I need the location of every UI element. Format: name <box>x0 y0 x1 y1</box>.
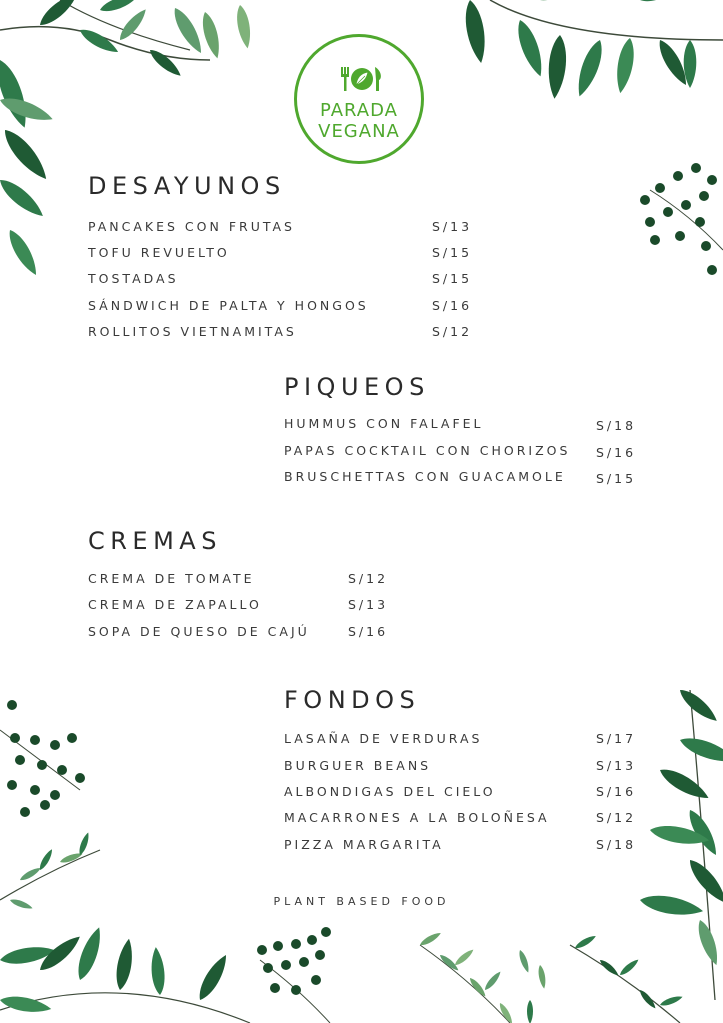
menu-item-price: S/18 <box>596 837 637 852</box>
menu-item-price: S/12 <box>596 810 637 825</box>
menu-item-name: PIZZA MARGARITA <box>284 837 444 852</box>
menu-item-price: S/13 <box>596 758 637 773</box>
menu-item-price: S/15 <box>432 245 473 260</box>
section-title: FONDOS <box>284 686 421 714</box>
menu-item-name: BURGUER BEANS <box>284 758 432 773</box>
menu-item-price: S/17 <box>596 731 637 746</box>
menu-item-price: S/16 <box>596 784 637 799</box>
menu-item-price: S/15 <box>432 271 473 286</box>
berry-branch-left <box>0 700 85 817</box>
berry-branch-bottom <box>257 927 331 1023</box>
menu-item-price: S/16 <box>596 445 637 460</box>
menu-item-name: SOPA DE QUESO DE CAJÚ <box>88 624 310 639</box>
brand-name-line1: PARADA <box>320 100 398 121</box>
menu-item-name: CREMA DE TOMATE <box>88 571 255 586</box>
foliage-bottom-left <box>0 831 250 1023</box>
brand-name-line2: VEGANA <box>318 121 400 142</box>
foliage-bottom-right <box>570 933 684 1023</box>
menu-item-price: S/12 <box>348 571 389 586</box>
menu-item-name: PANCAKES CON FRUTAS <box>88 219 295 234</box>
menu-item-name: PAPAS COCKTAIL CON CHORIZOS <box>284 443 571 458</box>
menu-item-name: MACARRONES A LA BOLOÑESA <box>284 810 550 825</box>
menu-item-name: ALBONDIGAS DEL CIELO <box>284 784 496 799</box>
foliage-top-left <box>0 0 253 278</box>
menu-item-name: BRUSCHETTAS CON GUACAMOLE <box>284 469 566 484</box>
menu-item-price: S/13 <box>348 597 389 612</box>
menu-item-name: LASAÑA DE VERDURAS <box>284 731 483 746</box>
menu-item-price: S/13 <box>432 219 473 234</box>
menu-item-price: S/15 <box>596 471 637 486</box>
menu-item-price: S/12 <box>432 324 473 339</box>
menu-item-price: S/16 <box>348 624 389 639</box>
tagline: PLANT BASED FOOD <box>273 895 450 908</box>
menu-item-name: HUMMUS CON FALAFEL <box>284 416 484 431</box>
menu-item-name: ROLLITOS VIETNAMITAS <box>88 324 297 339</box>
foliage-bottom-center <box>419 930 548 1023</box>
brand-logo <box>294 34 424 164</box>
section-title: PIQUEOS <box>284 373 430 401</box>
section-title: CREMAS <box>88 527 222 555</box>
menu-item-name: TOSTADAS <box>88 271 179 286</box>
menu-item-price: S/16 <box>432 298 473 313</box>
menu-item-name: CREMA DE ZAPALLO <box>88 597 262 612</box>
foliage-top-right <box>462 0 723 99</box>
berry-branch-right <box>640 163 723 275</box>
menu-item-name: TOFU REVUELTO <box>88 245 230 260</box>
fork-leaf-knife-icon <box>339 65 385 93</box>
section-title: DESAYUNOS <box>88 172 286 200</box>
menu-item-price: S/18 <box>596 418 637 433</box>
foliage-right-lower <box>639 685 723 1000</box>
menu-item-name: SÁNDWICH DE PALTA Y HONGOS <box>88 298 369 313</box>
